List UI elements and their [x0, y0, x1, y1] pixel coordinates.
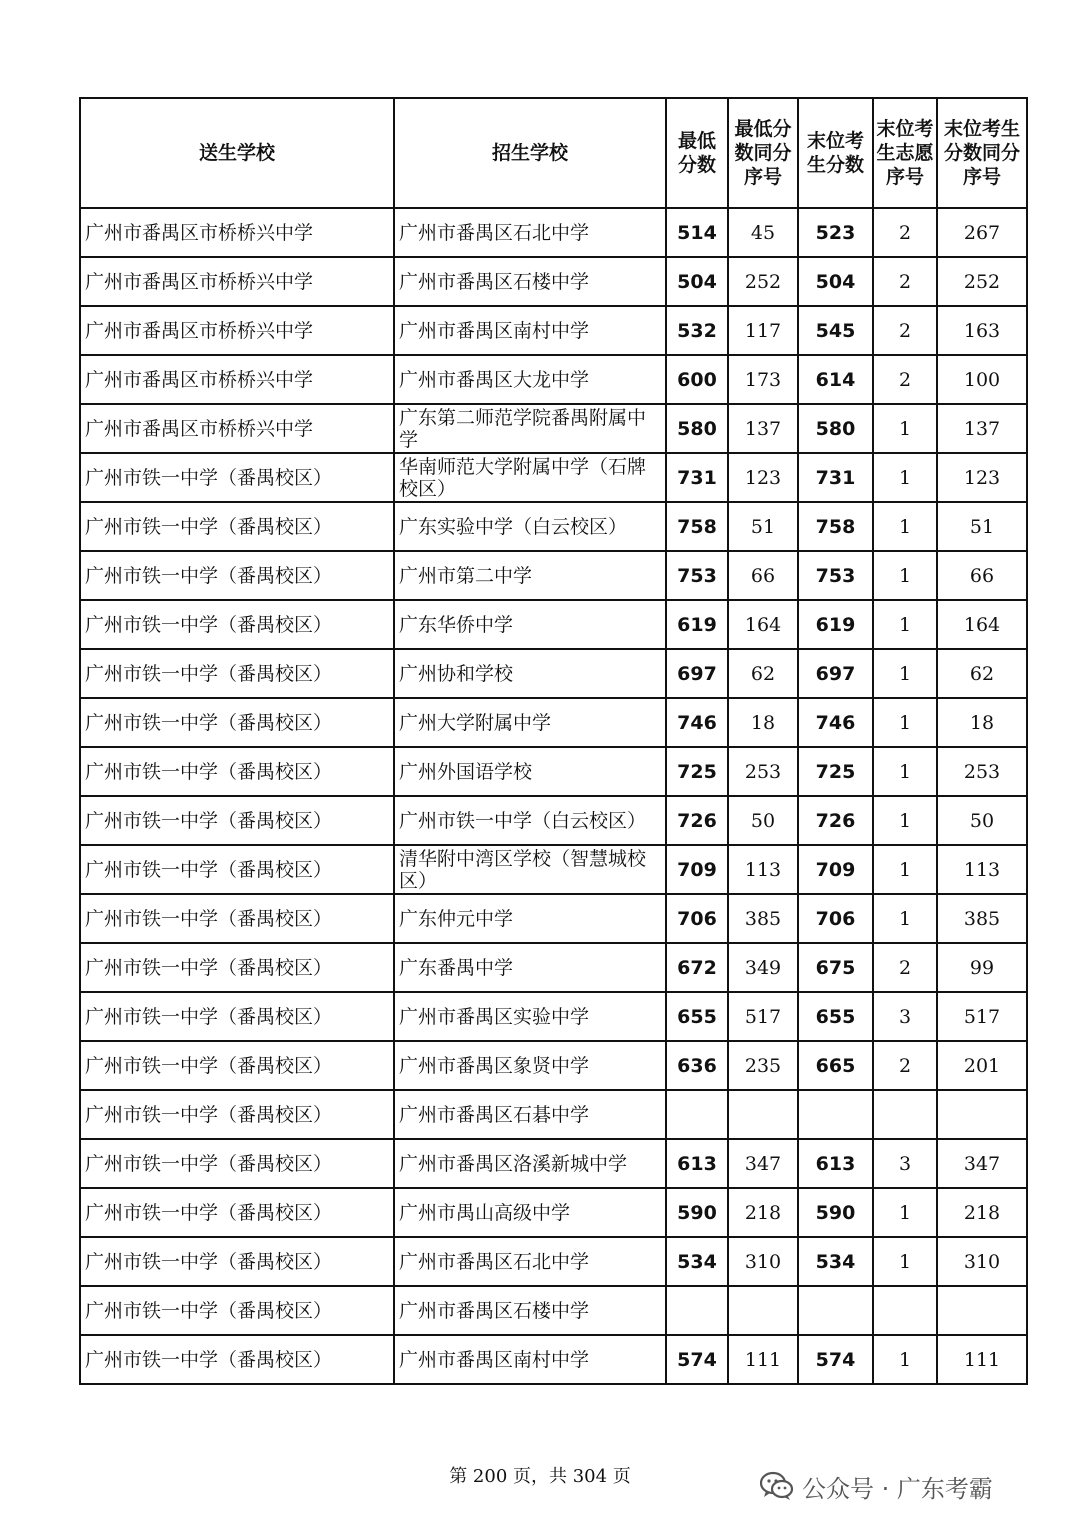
- table-row: [80, 845, 1027, 894]
- sending-school-cell: 广州市番禺区市桥桥兴中学: [80, 404, 394, 453]
- last-tie-rank-cell: [937, 1286, 1027, 1335]
- table-row: [80, 1188, 1027, 1237]
- min-score-cell: 532: [666, 306, 728, 355]
- last-tie-rank-cell: 385: [937, 894, 1027, 943]
- last-score-cell: 746: [798, 698, 873, 747]
- table-row: [80, 1041, 1027, 1090]
- admitting-school-cell: 广州市番禺区南村中学: [394, 1335, 666, 1384]
- last-tie-rank-cell: 252: [937, 257, 1027, 306]
- min-score-cell: 731: [666, 453, 728, 502]
- table-row: [80, 1286, 1027, 1335]
- choice-rank-cell: 1: [873, 1335, 937, 1384]
- table-row: [80, 257, 1027, 306]
- sending-school-cell: 广州市铁一中学（番禺校区）: [80, 894, 394, 943]
- min-score-tie-rank-cell: 253: [728, 747, 798, 796]
- choice-rank-cell: 1: [873, 894, 937, 943]
- last-score-cell: 726: [798, 796, 873, 845]
- last-tie-rank-cell: 100: [937, 355, 1027, 404]
- min-score-cell: 600: [666, 355, 728, 404]
- min-score-tie-rank-cell: 235: [728, 1041, 798, 1090]
- last-tie-rank-cell: 18: [937, 698, 1027, 747]
- choice-rank-cell: 1: [873, 698, 937, 747]
- choice-rank-cell: [873, 1090, 937, 1139]
- last-score-cell: 614: [798, 355, 873, 404]
- table-row: [80, 796, 1027, 845]
- last-score-cell: 655: [798, 992, 873, 1041]
- sending-school-cell: 广州市铁一中学（番禺校区）: [80, 1090, 394, 1139]
- min-score-cell: 758: [666, 502, 728, 551]
- last-tie-rank-cell: 253: [937, 747, 1027, 796]
- admitting-school-cell: 广州大学附属中学: [394, 698, 666, 747]
- sending-school-cell: 广州市铁一中学（番禺校区）: [80, 698, 394, 747]
- min-score-tie-rank-cell: 218: [728, 1188, 798, 1237]
- min-score-tie-rank-cell: 347: [728, 1139, 798, 1188]
- choice-rank-cell: 2: [873, 208, 937, 257]
- last-tie-rank-cell: 111: [937, 1335, 1027, 1384]
- min-score-cell: 534: [666, 1237, 728, 1286]
- choice-rank-cell: [873, 1286, 937, 1335]
- min-score-cell: 504: [666, 257, 728, 306]
- table-row: [80, 502, 1027, 551]
- choice-rank-cell: 3: [873, 1139, 937, 1188]
- min-score-cell: 746: [666, 698, 728, 747]
- table-row: [80, 208, 1027, 257]
- last-score-cell: 706: [798, 894, 873, 943]
- sending-school-cell: 广州市铁一中学（番禺校区）: [80, 992, 394, 1041]
- choice-rank-cell: 2: [873, 943, 937, 992]
- min-score-cell: 574: [666, 1335, 728, 1384]
- admitting-school-cell: 广州市铁一中学（白云校区）: [394, 796, 666, 845]
- last-tie-rank-cell: 99: [937, 943, 1027, 992]
- min-score-cell: 590: [666, 1188, 728, 1237]
- table-row: [80, 747, 1027, 796]
- last-score-cell: [798, 1286, 873, 1335]
- sending-school-cell: 广州市铁一中学（番禺校区）: [80, 747, 394, 796]
- table-row: [80, 1237, 1027, 1286]
- last-score-cell: 613: [798, 1139, 873, 1188]
- min-score-cell: 613: [666, 1139, 728, 1188]
- choice-rank-cell: 1: [873, 845, 937, 894]
- min-score-tie-rank-cell: 310: [728, 1237, 798, 1286]
- min-score-cell: 726: [666, 796, 728, 845]
- header-min-score-tie-rank: 最低分数同分序号: [728, 98, 798, 208]
- min-score-cell: 697: [666, 649, 728, 698]
- min-score-cell: 709: [666, 845, 728, 894]
- min-score-tie-rank-cell: 252: [728, 257, 798, 306]
- admitting-school-cell: 广东第二师范学院番禺附属中学: [394, 404, 666, 453]
- sending-school-cell: 广州市铁一中学（番禺校区）: [80, 1286, 394, 1335]
- min-score-tie-rank-cell: 117: [728, 306, 798, 355]
- sending-school-cell: 广州市铁一中学（番禺校区）: [80, 551, 394, 600]
- min-score-cell: 725: [666, 747, 728, 796]
- watermark-text: 公众号 · 广东考霸: [802, 1474, 993, 1503]
- last-score-cell: 753: [798, 551, 873, 600]
- last-score-cell: 675: [798, 943, 873, 992]
- last-tie-rank-cell: 310: [937, 1237, 1027, 1286]
- last-tie-rank-cell: 137: [937, 404, 1027, 453]
- min-score-tie-rank-cell: 173: [728, 355, 798, 404]
- last-tie-rank-cell: 164: [937, 600, 1027, 649]
- choice-rank-cell: 2: [873, 355, 937, 404]
- min-score-tie-rank-cell: 62: [728, 649, 798, 698]
- admitting-school-cell: 华南师范大学附属中学（石牌校区）: [394, 453, 666, 502]
- min-score-cell: 514: [666, 208, 728, 257]
- header-admitting-school: 招生学校: [394, 98, 666, 208]
- choice-rank-cell: 1: [873, 1237, 937, 1286]
- last-score-cell: 574: [798, 1335, 873, 1384]
- min-score-cell: 636: [666, 1041, 728, 1090]
- choice-rank-cell: 1: [873, 404, 937, 453]
- min-score-cell: 655: [666, 992, 728, 1041]
- min-score-tie-rank-cell: 66: [728, 551, 798, 600]
- min-score-tie-rank-cell: [728, 1286, 798, 1335]
- admitting-school-cell: 广东华侨中学: [394, 600, 666, 649]
- sending-school-cell: 广州市铁一中学（番禺校区）: [80, 1139, 394, 1188]
- table-row: [80, 453, 1027, 502]
- min-score-tie-rank-cell: 111: [728, 1335, 798, 1384]
- min-score-cell: 580: [666, 404, 728, 453]
- last-score-cell: 619: [798, 600, 873, 649]
- admitting-school-cell: 广州市番禺区石楼中学: [394, 1286, 666, 1335]
- last-score-cell: 504: [798, 257, 873, 306]
- admitting-school-cell: 广州协和学校: [394, 649, 666, 698]
- last-score-cell: 580: [798, 404, 873, 453]
- last-score-cell: 731: [798, 453, 873, 502]
- last-tie-rank-cell: 66: [937, 551, 1027, 600]
- last-score-cell: 590: [798, 1188, 873, 1237]
- choice-rank-cell: 1: [873, 747, 937, 796]
- choice-rank-cell: 3: [873, 992, 937, 1041]
- admitting-school-cell: 清华附中湾区学校（智慧城校区）: [394, 845, 666, 894]
- admitting-school-cell: 广州市禺山高级中学: [394, 1188, 666, 1237]
- header-sending-school: 送生学校: [80, 98, 394, 208]
- min-score-tie-rank-cell: 113: [728, 845, 798, 894]
- table-row: [80, 600, 1027, 649]
- watermark: [760, 1468, 993, 1504]
- table-row: [80, 992, 1027, 1041]
- last-score-cell: 534: [798, 1237, 873, 1286]
- choice-rank-cell: 2: [873, 1041, 937, 1090]
- table-row: [80, 698, 1027, 747]
- table-row: [80, 943, 1027, 992]
- last-tie-rank-cell: 50: [937, 796, 1027, 845]
- min-score-cell: 753: [666, 551, 728, 600]
- table-header: [80, 98, 1027, 208]
- choice-rank-cell: 1: [873, 1188, 937, 1237]
- choice-rank-cell: 1: [873, 600, 937, 649]
- choice-rank-cell: 2: [873, 257, 937, 306]
- choice-rank-cell: 1: [873, 649, 937, 698]
- sending-school-cell: 广州市番禺区市桥桥兴中学: [80, 306, 394, 355]
- table-row: [80, 404, 1027, 453]
- table-row: [80, 551, 1027, 600]
- min-score-tie-rank-cell: 18: [728, 698, 798, 747]
- last-score-cell: 709: [798, 845, 873, 894]
- last-tie-rank-cell: 517: [937, 992, 1027, 1041]
- table-row: [80, 1090, 1027, 1139]
- admitting-school-cell: 广州市番禺区南村中学: [394, 306, 666, 355]
- table-row: [80, 1139, 1027, 1188]
- min-score-cell: [666, 1090, 728, 1139]
- sending-school-cell: 广州市铁一中学（番禺校区）: [80, 1237, 394, 1286]
- table-body: [80, 208, 1027, 1384]
- admission-score-table: [79, 97, 1028, 1385]
- last-tie-rank-cell: 123: [937, 453, 1027, 502]
- choice-rank-cell: 1: [873, 551, 937, 600]
- last-tie-rank-cell: 218: [937, 1188, 1027, 1237]
- min-score-cell: 619: [666, 600, 728, 649]
- sending-school-cell: 广州市铁一中学（番禺校区）: [80, 845, 394, 894]
- last-score-cell: 523: [798, 208, 873, 257]
- choice-rank-cell: 1: [873, 453, 937, 502]
- last-score-cell: 697: [798, 649, 873, 698]
- min-score-tie-rank-cell: 385: [728, 894, 798, 943]
- admitting-school-cell: 广州市番禺区石北中学: [394, 208, 666, 257]
- table-row: [80, 306, 1027, 355]
- last-tie-rank-cell: 163: [937, 306, 1027, 355]
- last-score-cell: 725: [798, 747, 873, 796]
- sending-school-cell: 广州市铁一中学（番禺校区）: [80, 1335, 394, 1384]
- sending-school-cell: 广州市铁一中学（番禺校区）: [80, 453, 394, 502]
- last-tie-rank-cell: 201: [937, 1041, 1027, 1090]
- last-tie-rank-cell: 267: [937, 208, 1027, 257]
- last-tie-rank-cell: [937, 1090, 1027, 1139]
- last-tie-rank-cell: 62: [937, 649, 1027, 698]
- min-score-tie-rank-cell: 349: [728, 943, 798, 992]
- admitting-school-cell: 广州市番禺区石碁中学: [394, 1090, 666, 1139]
- admitting-school-cell: 广州市番禺区石楼中学: [394, 257, 666, 306]
- page-number: 第 200 页，共 304 页: [449, 1466, 631, 1487]
- last-tie-rank-cell: 113: [937, 845, 1027, 894]
- admitting-school-cell: 广州外国语学校: [394, 747, 666, 796]
- table-row: [80, 894, 1027, 943]
- sending-school-cell: 广州市番禺区市桥桥兴中学: [80, 355, 394, 404]
- admitting-school-cell: 广东仲元中学: [394, 894, 666, 943]
- min-score-tie-rank-cell: [728, 1090, 798, 1139]
- sending-school-cell: 广州市铁一中学（番禺校区）: [80, 1188, 394, 1237]
- admitting-school-cell: 广州市番禺区洛溪新城中学: [394, 1139, 666, 1188]
- header-last-student-choice-rank: 末位考生志愿序号: [873, 98, 937, 208]
- min-score-tie-rank-cell: 45: [728, 208, 798, 257]
- min-score-cell: 706: [666, 894, 728, 943]
- header-row: [80, 98, 1027, 208]
- header-min-score: 最低分数: [666, 98, 728, 208]
- header-last-student-score: 末位考生分数: [798, 98, 873, 208]
- last-score-cell: [798, 1090, 873, 1139]
- admitting-school-cell: 广州市第二中学: [394, 551, 666, 600]
- sending-school-cell: 广州市铁一中学（番禺校区）: [80, 600, 394, 649]
- admitting-school-cell: 广州市番禺区石北中学: [394, 1237, 666, 1286]
- admitting-school-cell: 广州市番禺区大龙中学: [394, 355, 666, 404]
- min-score-tie-rank-cell: 123: [728, 453, 798, 502]
- last-tie-rank-cell: 347: [937, 1139, 1027, 1188]
- sending-school-cell: 广州市番禺区市桥桥兴中学: [80, 257, 394, 306]
- sending-school-cell: 广州市铁一中学（番禺校区）: [80, 1041, 394, 1090]
- last-score-cell: 545: [798, 306, 873, 355]
- min-score-tie-rank-cell: 50: [728, 796, 798, 845]
- min-score-tie-rank-cell: 51: [728, 502, 798, 551]
- choice-rank-cell: 1: [873, 502, 937, 551]
- admitting-school-cell: 广东番禺中学: [394, 943, 666, 992]
- table-row: [80, 355, 1027, 404]
- wechat-icon: [760, 1471, 794, 1501]
- admitting-school-cell: 广州市番禺区实验中学: [394, 992, 666, 1041]
- header-last-student-tie-rank: 末位考生分数同分序号: [937, 98, 1027, 208]
- min-score-tie-rank-cell: 517: [728, 992, 798, 1041]
- sending-school-cell: 广州市铁一中学（番禺校区）: [80, 796, 394, 845]
- admitting-school-cell: 广东实验中学（白云校区）: [394, 502, 666, 551]
- sending-school-cell: 广州市铁一中学（番禺校区）: [80, 502, 394, 551]
- min-score-cell: 672: [666, 943, 728, 992]
- table-row: [80, 1335, 1027, 1384]
- table-row: [80, 649, 1027, 698]
- min-score-cell: [666, 1286, 728, 1335]
- min-score-tie-rank-cell: 164: [728, 600, 798, 649]
- sending-school-cell: 广州市番禺区市桥桥兴中学: [80, 208, 394, 257]
- sending-school-cell: 广州市铁一中学（番禺校区）: [80, 649, 394, 698]
- choice-rank-cell: 2: [873, 306, 937, 355]
- admitting-school-cell: 广州市番禺区象贤中学: [394, 1041, 666, 1090]
- last-score-cell: 758: [798, 502, 873, 551]
- choice-rank-cell: 1: [873, 796, 937, 845]
- min-score-tie-rank-cell: 137: [728, 404, 798, 453]
- sending-school-cell: 广州市铁一中学（番禺校区）: [80, 943, 394, 992]
- last-tie-rank-cell: 51: [937, 502, 1027, 551]
- last-score-cell: 665: [798, 1041, 873, 1090]
